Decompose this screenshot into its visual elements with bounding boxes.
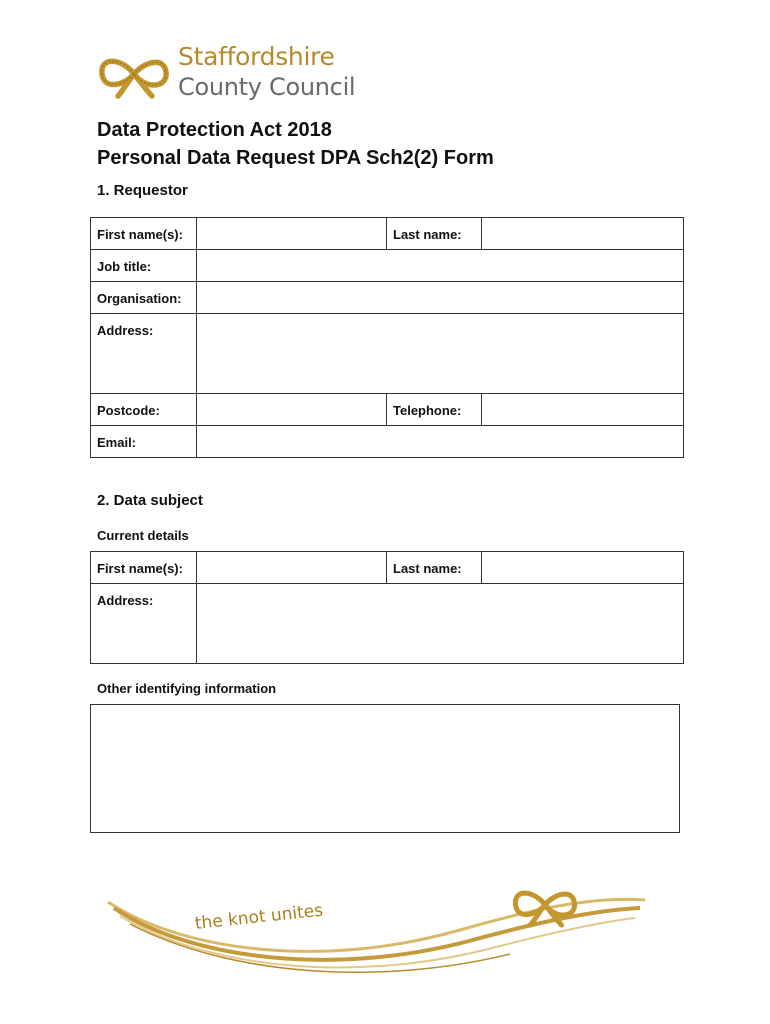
last-name-field[interactable] [482,218,684,250]
current-details-heading: Current details [97,528,189,543]
requestor-heading: 1. Requestor [97,182,188,199]
telephone-field[interactable] [482,394,684,426]
subject-address-field[interactable] [197,584,684,664]
title-line-2: Personal Data Request DPA Sch2(2) Form [97,147,494,169]
data-subject-heading: 2. Data subject [97,492,203,509]
staffordshire-knot-icon [96,44,172,100]
address-label: Address: [91,314,197,394]
first-name-label: First name(s): [91,218,197,250]
postcode-label: Postcode: [91,394,197,426]
email-field[interactable] [197,426,684,458]
postcode-field[interactable] [197,394,387,426]
page-title [97,116,494,172]
data-subject-table [90,551,684,664]
last-name-label: Last name: [387,218,482,250]
subject-first-name-label: First name(s): [91,552,197,584]
staffordshire-knot-icon [510,874,580,932]
job-title-field[interactable] [197,250,684,282]
logo-text-county-council: County Council [178,73,356,101]
other-info-field[interactable] [90,704,680,833]
job-title-label: Job title: [91,250,197,282]
address-field[interactable] [197,314,684,394]
council-logo [96,42,356,106]
subject-address-label: Address: [91,584,197,664]
subject-last-name-label: Last name: [387,552,482,584]
footer-tagline: the knot unites [193,900,324,934]
first-name-field[interactable] [197,218,387,250]
footer-banner [100,860,660,980]
other-info-heading: Other identifying information [97,681,277,696]
subject-first-name-field[interactable] [197,552,387,584]
email-label: Email: [91,426,197,458]
logo-text-staffordshire: Staffordshire [178,42,335,71]
organisation-field[interactable] [197,282,684,314]
title-line-1: Data Protection Act 2018 [97,119,332,141]
subject-last-name-field[interactable] [482,552,684,584]
requestor-table [90,217,684,458]
organisation-label: Organisation: [91,282,197,314]
telephone-label: Telephone: [387,394,482,426]
